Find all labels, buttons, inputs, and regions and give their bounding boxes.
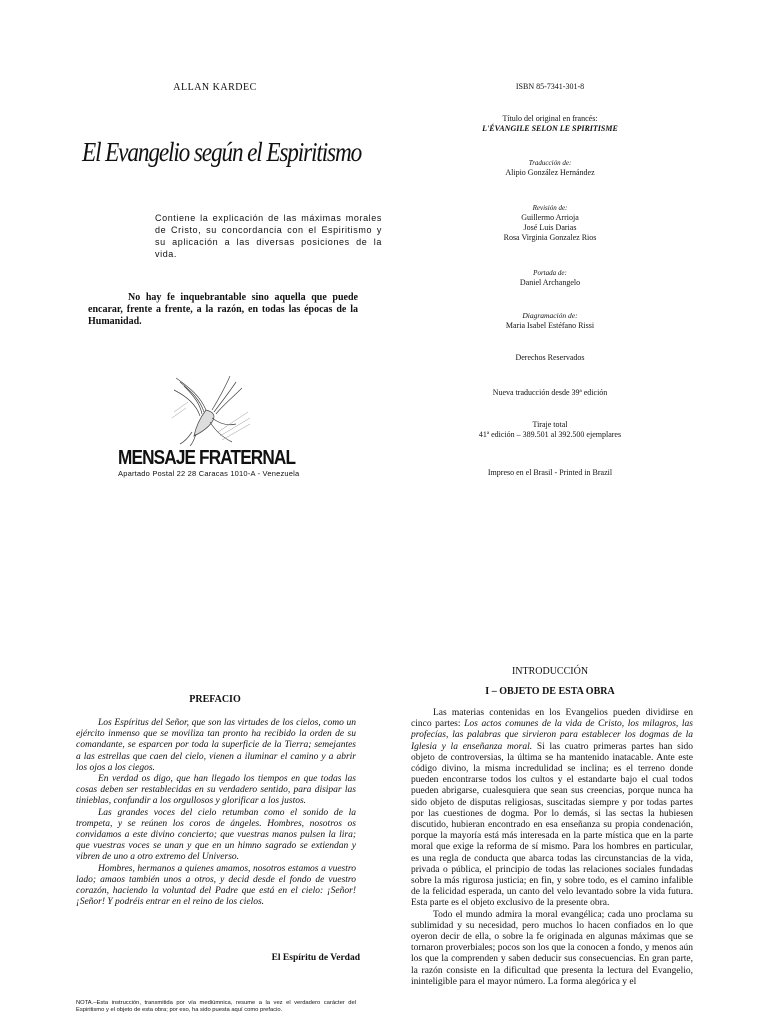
dove-logo	[170, 372, 252, 448]
author-name: ALLAN KARDEC	[173, 82, 257, 93]
printed-in: Impreso en el Brasil - Printed in Brazil	[487, 468, 613, 477]
book-description: Contiene la explicación de las máximas morales de Cristo, su concordancia con el Espiritismo y su aplicación a las diversas posiciones de la vida.	[155, 213, 382, 259]
layout-block	[455, 311, 645, 331]
translation-name: Alipio González Hernández	[505, 168, 595, 177]
epigraph-quote: No hay fe inquebrantable sino aquella que puede encarar, frente a frente, a la razón, en todas las épocas de la Humanidad.	[88, 292, 358, 327]
revision-name: Rosa Virginia Gonzalez Rios	[503, 233, 597, 242]
publisher-address: Apartado Postal 22 28 Caracas 1010-A - Venezuela	[118, 469, 300, 478]
original-title-block	[455, 114, 645, 134]
translation-label: Traducción de:	[528, 159, 572, 167]
introduction-heading: INTRODUCCIÓN	[511, 666, 589, 677]
preface-paragraph: Los Espíritus del Señor, que son las virtudes de los cielos, como un ejército inmenso que se moviliza tan pronto ha recibido la orden de su comandante, se esparcen por toda la superficie de la Tierra; semejantes a las estrellas que caen del cielo, vienen a iluminar el camino y a abrir los ojos a los ciegos.	[76, 718, 356, 773]
intro-text: Si las cuatro primeras partes han sido objeto de controversias, la última se ha mantenido inatacable. Ante este código divino, la misma incredulidad se inclina; es el terreno donde pueden encontrarse todos los cultos y el estandarte bajo el cual todos pueden abrigarse, cualesquiera que sean sus creencias, porque nunca ha sido objeto de disputas religiosas, suscitadas siempre y por todas partes por las cuestiones de dogma. Por lo demás, si las sectas la hubiesen discutido, hubieran encontrado en esa enseñanza su propia condenación, porque la mayoría está más interesada en la parte mística que en la parte moral que exige la reforma de sí mismo. Para los hombres en particular, es una regla de conducta que abarca todas las circunstancias de la vida, privada o pública, el principio de todas las relaciones sociales fundadas sobre la más rigurosa justicia; en fin, y sobre todo, es el camino infalible de la felicidad esperada, un canto del velo levantado sobre la vida futura. Esta parte es el objeto exclusivo de la presente obra.	[411, 741, 693, 909]
original-title: L'ÉVANGILE SELON LE SPIRITISME	[482, 124, 618, 133]
intro-italic-text: Los actos comunes de la vida de Cristo, los milagros, las profecías, las palabras que sirvieron para establecer los dogmas de la Iglesia y la enseñanza moral.	[411, 719, 693, 752]
isbn: ISBN 85-7341-301-8	[515, 82, 585, 91]
cover-label: Portada de:	[533, 269, 567, 277]
revision-name: José Luis Darias	[523, 223, 577, 232]
preface-note: NOTA.–Esta instrucción, transmitida por vía mediúmnica, resume a la vez el verdadero carácter del Espiritismo y el objeto de esta obra; por eso, ha sido puesta aquí como prefacio.	[76, 1000, 356, 1013]
new-translation: Nueva traducción desde 39ª edición	[492, 388, 608, 397]
intro-text: Las materias contenidas en los Evangelios pueden dividirse en cinco partes:	[411, 708, 693, 730]
original-label: Título del original en francés:	[502, 114, 598, 123]
revision-block	[455, 203, 645, 243]
preface-paragraph: Las grandes voces del cielo retumban como el sonido de la trompeta, y se reúnen los coros de ángeles. Hombres, nosotros os convidamos a este divino concierto; que vuestras manos pulsen la lira; que vuestras voces se unan y que en un himno sagrado se extiendan y vibren de uno a otro extremo del Universo.	[76, 807, 356, 863]
print-run: 41ª edición – 389.501 al 392.500 ejemplares	[478, 430, 622, 439]
revision-label: Revisión de:	[532, 204, 568, 212]
dove-icon	[170, 372, 252, 448]
revision-name: Guillermo Arrioja	[521, 213, 579, 222]
introduction-paragraph: Todo el mundo admira la moral evangélica; cada uno proclama su sublimidad y su necesidad, pero muchos lo hacen confiados en lo que oyeron decir de ella, o sobre la fe originada en algunas máximas que se tornaron proverbiales; pocos son los que la conocen a fondo, y menos aún los que la comprenden y saben deducir sus consecuencias. En gran parte, la razón consiste en la dificultad que presenta la lectura del Evangelio, ininteligible para el mayor número. La forma alegórica y el	[411, 909, 693, 987]
introduction-paragraph	[411, 708, 693, 910]
preface-heading: PREFACIO	[189, 694, 241, 705]
preface-paragraph: Hombres, hermanos a quienes amamos, nosotros estamos a vuestro lado; amaos también unos a otros, y decid desde el fondo de vuestro corazón, haciendo la voluntad del Padre que está en el cielo: ¡Señor! ¡Señor! Y podréis entrar en el reino de los cielos.	[76, 863, 356, 908]
print-run-block	[440, 420, 660, 440]
book-title: El Evangelio según el Espiritismo	[82, 137, 362, 167]
cover-name: Daniel Archangelo	[519, 278, 581, 287]
publisher-name: MENSAJE FRATERNAL	[118, 447, 296, 469]
translation-block	[455, 158, 645, 178]
layout-name: Maria Isabel Estéfano Rissi	[505, 321, 595, 330]
layout-label: Diagramación de:	[522, 311, 578, 320]
rights-reserved: Derechos Reservados	[515, 353, 585, 362]
introduction-body	[411, 708, 693, 988]
cover-block	[455, 268, 645, 288]
print-run-label: Tiraje total	[532, 420, 568, 429]
preface-body	[76, 718, 356, 908]
introduction-subheading: I – OBJETO DE ESTA OBRA	[485, 686, 615, 697]
preface-paragraph: En verdad os digo, que han llegado los tiempos en que todas las cosas deben ser restablecidas en su verdadero sentido, para disipar las tinieblas, confundir a los orgullosos y glorificar a los justos.	[76, 774, 356, 807]
preface-signature: El Espíritu de Verdad	[271, 953, 360, 963]
